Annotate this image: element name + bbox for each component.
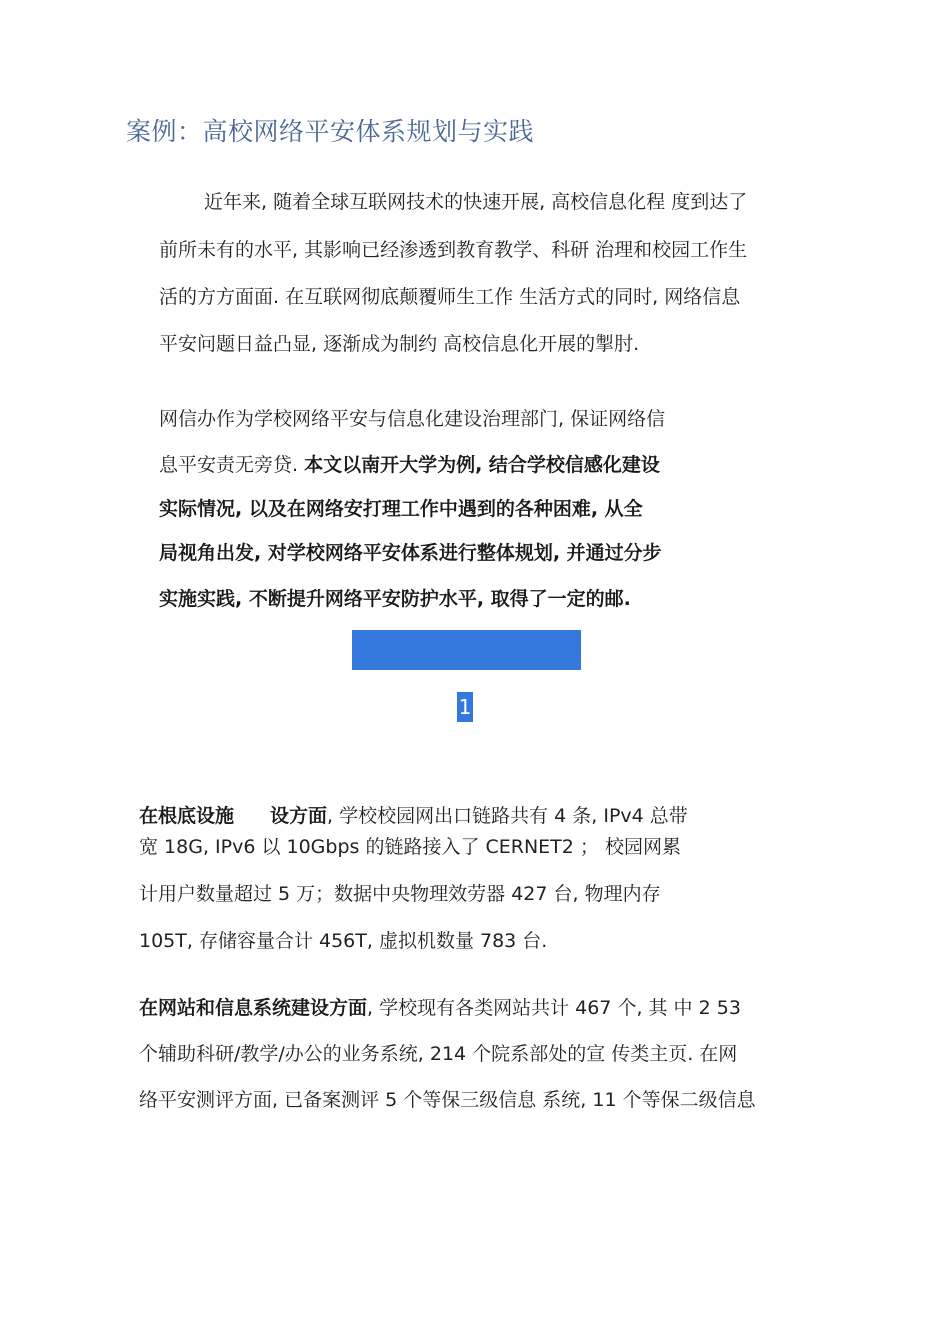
paragraph-3-bold-b: 设方面 <box>270 805 328 827</box>
paragraph-2-line-2 <box>159 453 660 477</box>
paragraph-3-line-2: 宽 18G, IPv6 以 10Gbps 的链路接入了 CERNET2 ； 校园网累 <box>139 836 681 858</box>
paragraph-2-line-3: 实际情况, 以及在网络安打理工作中遇到的各种困难, 从全 <box>159 498 643 520</box>
paragraph-1-line-4: 平安问题日益凸显, 逐渐成为制约 高校信息化开展的掣肘. <box>159 333 640 355</box>
paragraph-1-line-3: 活的方方面面. 在互联网彻底颠覆师生工作 生活方式的同时, 网络信息 <box>159 286 741 308</box>
paragraph-4-bold: 在网站和信息系统建设方面 <box>139 997 368 1019</box>
paragraph-3-bold-a: 在根底设施 <box>139 805 235 827</box>
paragraph-2-line-2-bold: 本文以南开大学为例, 结合学校信感化建设 <box>304 454 660 476</box>
page-number: 1 <box>457 692 473 722</box>
document-title: 案例：高校网络平安体系规划与实践 <box>126 117 535 146</box>
paragraph-1-line-1: 近年来, 随着全球互联网技术的快速开展, 高校信息化程 度到达了 <box>204 191 748 213</box>
paragraph-3-line-3: 计用户数量超过 5 万；数据中央物理效劳器 427 台, 物理内存 <box>139 883 661 905</box>
paragraph-3-line-1 <box>139 804 688 828</box>
paragraph-4-line-1 <box>139 996 741 1020</box>
blue-banner <box>352 630 581 670</box>
paragraph-2-line-1: 网信办作为学校网络平安与信息化建设治理部门, 保证网络信 <box>159 408 666 430</box>
paragraph-1-line-2: 前所未有的水平, 其影响已经渗透到教育教学、科研 治理和校园工作生 <box>159 239 748 261</box>
paragraph-3-line-4: 105T, 存储容量合计 456T, 虚拟机数量 783 台. <box>139 930 548 952</box>
paragraph-4-line-2: 个辅助科研/教学/办公的业务系统, 214 个院系部处的宣 传类主页. 在网 <box>139 1043 738 1065</box>
paragraph-2-line-5: 实施实践, 不断提升网络平安防护水平, 取得了一定的邮. <box>159 588 631 610</box>
paragraph-4-line-3: 络平安测评方面, 已备案测评 5 个等保三级信息 系统, 11 个等保二级信息 <box>139 1089 756 1111</box>
paragraph-2-line-4: 局视角出发, 对学校网络平安体系进行整体规划, 并通过分步 <box>159 542 662 564</box>
paragraph-3-line-1-rest: , 学校校园网出口链路共有 4 条, IPv4 总带 <box>327 805 688 827</box>
paragraph-2-line-2-plain: 息平安责无旁贷. <box>159 454 305 476</box>
paragraph-4-line-1-rest: , 学校现有各类网站共计 467 个, 其 中 2 53 <box>367 997 741 1019</box>
